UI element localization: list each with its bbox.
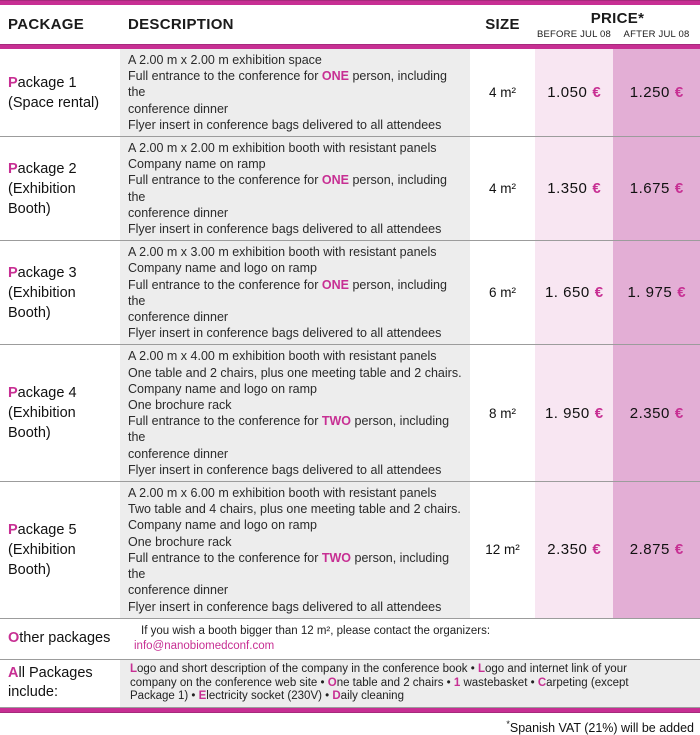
description-line [128, 277, 462, 309]
description-line [128, 309, 462, 325]
highlighted-text: E [198, 690, 207, 703]
price-before-cell [535, 241, 613, 344]
price-before-amount: 1.350 [547, 180, 588, 198]
text-segment: Full entrance to the conference for [128, 414, 322, 429]
description-line [130, 690, 690, 704]
price-before-amount: 2.350 [547, 541, 588, 559]
text-segment: Company name and logo on ramp [128, 518, 318, 533]
highlighted-text: L [130, 662, 138, 675]
package-row [0, 241, 700, 345]
description-line [128, 101, 462, 117]
highlighted-text: C [537, 676, 547, 689]
description-line [128, 140, 462, 156]
description-line [128, 534, 462, 550]
text-segment: Flyer insert in conference bags delivered to all attendees [128, 222, 442, 237]
description-line [128, 501, 462, 517]
text-segment: lectricity socket (230V) • [206, 690, 333, 703]
price-after-cell [613, 241, 700, 344]
package-row [0, 482, 700, 619]
package-sublabel: (Exhibition Booth) [8, 541, 76, 578]
text-segment: Flyer insert in conference bags delivered to all attendees [128, 117, 442, 132]
package-name-cell [0, 137, 120, 240]
text-segment: A 2.00 m x 6.00 m exhibition booth with resistant panels [128, 486, 437, 501]
description-line [130, 677, 690, 691]
header-price: PRICE* [590, 9, 645, 27]
package-name-cell [0, 241, 120, 344]
price-before-cell [535, 482, 613, 618]
euro-symbol: € [674, 404, 684, 422]
text-segment: Package 1) • [130, 690, 199, 703]
package-row [0, 137, 700, 241]
vat-footnote [0, 713, 700, 735]
other-packages-row [0, 619, 700, 660]
package-label: Package 1 [8, 74, 77, 91]
package-size-cell: 6 m² [470, 241, 535, 344]
description-line [128, 517, 462, 533]
price-after-amount: 2.875 [629, 541, 670, 559]
text-segment: wastebasket • [460, 676, 538, 689]
description-line [128, 68, 462, 100]
highlighted-text: ONE [321, 277, 349, 292]
description-line [128, 52, 462, 68]
price-after-amount: 1. 975 [627, 284, 673, 302]
footnote-text: Spanish VAT (21%) will be added [509, 721, 694, 735]
package-description-cell [120, 241, 470, 344]
text-segment: Flyer insert in conference bags delivered to all attendees [128, 599, 442, 614]
header-price-subrow [535, 29, 700, 40]
footnote-asterisk: * [506, 719, 510, 730]
euro-symbol: € [592, 541, 601, 559]
text-segment: Flyer insert in conference bags delivered to all attendees [128, 462, 442, 477]
euro-symbol: € [674, 84, 684, 101]
highlighted-text: O [327, 676, 337, 689]
package-size-cell: 12 m² [470, 482, 535, 618]
text-segment: A 2.00 m x 2.00 m exhibition space [128, 53, 322, 67]
description-line [128, 260, 462, 276]
text-segment: aily cleaning [340, 690, 404, 703]
highlighted-text: ONE [321, 173, 349, 188]
description-line [128, 348, 462, 364]
price-after-cell [613, 482, 700, 618]
price-after-amount: 1.250 [629, 84, 670, 101]
text-segment: Company name on ramp [128, 157, 266, 172]
text-segment: conference dinner [128, 205, 229, 220]
all-packages-label: All Packages include: [8, 665, 93, 701]
description-line [128, 172, 462, 204]
text-segment: ne table and 2 chairs • [336, 676, 454, 689]
description-line [128, 413, 462, 445]
highlighted-text: TWO [321, 414, 352, 429]
description-line [128, 599, 462, 615]
price-before-cell [535, 137, 613, 240]
header-size: SIZE [485, 16, 520, 33]
description-line [128, 550, 462, 582]
description-line [128, 462, 462, 478]
package-row [0, 49, 700, 137]
header-description: DESCRIPTION [128, 16, 234, 33]
package-description-cell [120, 482, 470, 618]
highlighted-text: TWO [321, 550, 352, 565]
table-header [0, 5, 700, 44]
package-sublabel: (Exhibition Booth) [8, 405, 76, 442]
text-segment: A 2.00 m x 4.00 m exhibition booth with resistant panels [128, 349, 437, 364]
text-segment: Full entrance to the conference for [128, 173, 322, 188]
all-packages-row [0, 660, 700, 708]
package-name-cell [0, 345, 120, 481]
package-size-cell: 8 m² [470, 345, 535, 481]
description-line [128, 381, 462, 397]
description-line [128, 485, 462, 501]
text-segment: A 2.00 m x 2.00 m exhibition booth with resistant panels [128, 141, 437, 156]
package-description-cell [120, 345, 470, 481]
text-segment: Company name and logo on ramp [128, 261, 318, 276]
text-segment: A 2.00 m x 3.00 m exhibition booth with resistant panels [128, 245, 437, 260]
package-description-cell [120, 137, 470, 240]
text-segment: Two table and 4 chairs, plus one meeting table and 2 chairs. [128, 502, 461, 517]
price-before-cell [535, 345, 613, 481]
description-line [128, 582, 462, 598]
description-line [128, 156, 462, 172]
text-segment: conference dinner [128, 446, 229, 461]
text-segment: Full entrance to the conference for [128, 550, 322, 565]
package-sublabel: (Exhibition Booth) [8, 180, 76, 217]
text-segment: One table and 2 chairs, plus one meeting table and 2 chairs. [128, 365, 462, 380]
package-size-cell: 4 m² [470, 49, 535, 136]
package-name-cell [0, 482, 120, 618]
other-packages-label-cell [0, 619, 120, 659]
header-before-jul-08: BEFORE JUL 08 [536, 28, 612, 40]
euro-symbol: € [674, 541, 684, 559]
price-after-amount: 1.675 [629, 180, 670, 198]
text-segment: Flyer insert in conference bags delivered to all attendees [128, 326, 442, 341]
highlighted-text: D [332, 690, 341, 703]
package-description-cell [120, 49, 470, 136]
price-before-amount: 1.050 [547, 84, 588, 101]
package-name-cell [0, 49, 120, 136]
highlighted-text: ONE [321, 69, 349, 84]
euro-symbol: € [594, 404, 604, 422]
highlighted-text: 1 [453, 676, 461, 689]
text-segment: Full entrance to the conference for [128, 277, 322, 292]
text-segment: One brochure rack [128, 398, 232, 413]
euro-symbol: € [592, 84, 601, 101]
all-packages-label-cell [0, 660, 120, 707]
euro-symbol: € [594, 284, 604, 302]
text-segment: ogo and short description of the company in the conference book • [137, 662, 478, 675]
euro-symbol: € [677, 284, 686, 302]
other-packages-label: Other packages [8, 630, 111, 647]
description-line [128, 221, 462, 237]
text-segment: conference dinner [128, 101, 229, 116]
price-after-cell [613, 345, 700, 481]
text-segment: Full entrance to the conference for [128, 69, 322, 84]
package-label: Package 3 [8, 264, 77, 281]
text-segment: company on the conference web site • [130, 676, 328, 689]
header-after-jul-08: AFTER JUL 08 [623, 28, 690, 40]
price-before-amount: 1. 650 [544, 284, 590, 302]
description-line [128, 325, 462, 341]
text-segment: conference dinner [128, 583, 229, 598]
text-segment: person, including the [128, 414, 450, 445]
package-sublabel: (Exhibition Booth) [8, 284, 76, 321]
header-price-group [535, 10, 700, 40]
package-rows [0, 49, 700, 619]
description-line [128, 446, 462, 462]
text-segment: arpeting (except [546, 676, 629, 689]
description-line [130, 663, 690, 677]
header-package: PACKAGE [8, 16, 84, 33]
other-packages-text: If you wish a booth bigger than 12 m², please contact the organizers: [141, 624, 491, 637]
text-segment: One brochure rack [128, 534, 232, 549]
description-line [128, 117, 462, 133]
price-before-amount: 1. 950 [544, 404, 590, 422]
text-segment: ogo and internet link of your [485, 662, 627, 675]
description-line [128, 244, 462, 260]
text-segment: conference dinner [128, 310, 229, 325]
price-after-cell [613, 137, 700, 240]
price-after-amount: 2.350 [629, 404, 670, 422]
package-size-cell: 4 m² [470, 137, 535, 240]
text-segment: person, including the [128, 69, 447, 100]
contact-email-link[interactable]: info@nanobiomedconf.com [134, 639, 275, 652]
text-segment: Company name and logo on ramp [128, 381, 318, 396]
price-before-cell [535, 49, 613, 136]
package-label: Package 2 [8, 160, 77, 177]
euro-symbol: € [674, 180, 684, 198]
highlighted-text: L [477, 662, 485, 675]
all-packages-content [120, 660, 700, 707]
package-row [0, 345, 700, 482]
other-packages-content [120, 619, 700, 659]
package-label: Package 4 [8, 385, 77, 402]
text-segment: person, including the [128, 277, 447, 308]
price-after-cell [613, 49, 700, 136]
text-segment: person, including the [128, 550, 450, 582]
description-line [128, 205, 462, 221]
euro-symbol: € [592, 180, 601, 198]
description-line [128, 365, 462, 381]
package-sublabel: (Space rental) [8, 94, 100, 111]
text-segment: person, including the [128, 173, 447, 204]
description-line [128, 397, 462, 413]
package-label: Package 5 [8, 521, 77, 538]
